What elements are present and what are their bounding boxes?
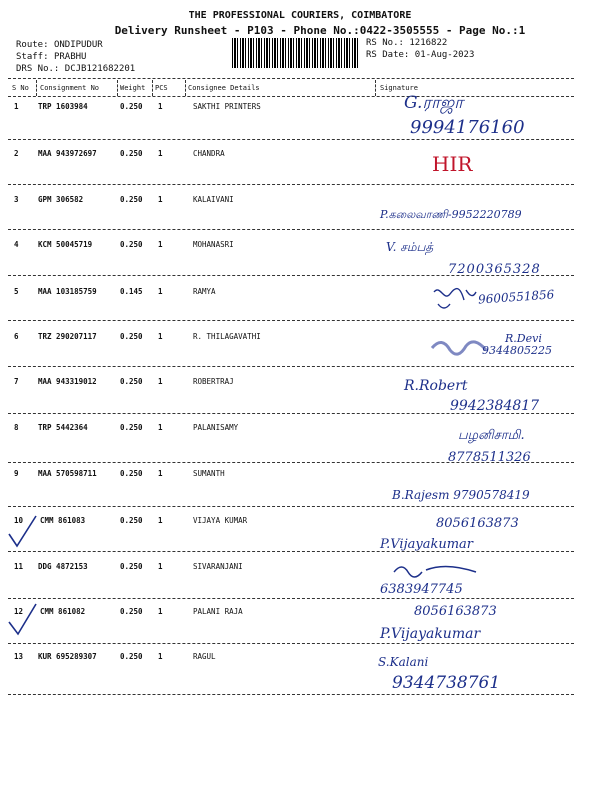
row-weight: 0.250 — [120, 562, 143, 571]
row-divider — [8, 694, 574, 695]
check-mark-icon — [6, 510, 40, 550]
row-sno: 9 — [14, 469, 19, 478]
row-consignee: MOHANASRI — [193, 240, 234, 249]
signature-text: R.Robert — [404, 378, 468, 394]
row-sno: 3 — [14, 195, 19, 204]
row-sno: 11 — [14, 562, 24, 571]
row-sno: 5 — [14, 287, 19, 296]
row-weight: 0.250 — [120, 332, 143, 341]
check-mark-icon — [6, 600, 40, 640]
row-divider — [8, 229, 574, 230]
drs-value: DCJB121682201 — [64, 64, 136, 74]
signature-text: P.கலைவாணி-9952220789 — [380, 208, 522, 221]
signature-phone: 9344805225 — [482, 344, 552, 357]
barcode — [232, 38, 360, 68]
row-consignee: PALANISAMY — [193, 423, 239, 432]
signature-phone: 9942384817 — [450, 398, 540, 414]
row-sno: 1 — [14, 102, 19, 111]
row-divider — [8, 366, 574, 367]
route-label: Route: — [16, 40, 49, 50]
row-weight: 0.250 — [120, 102, 143, 111]
company-title: THE PROFESSIONAL COURIERS, COIMBATORE — [188, 10, 412, 21]
row-divider — [8, 506, 574, 507]
row-consignment: GPM 306582 — [38, 195, 84, 204]
col-header-sno: S No — [12, 84, 29, 92]
row-consignee: VIJAYA KUMAR — [193, 516, 248, 525]
row-weight: 0.250 — [120, 516, 143, 525]
signature-text: P.Vijayakumar — [380, 537, 473, 552]
row-consignment: TRP 1603984 — [38, 102, 88, 111]
row-pcs: 1 — [158, 562, 163, 571]
row-weight: 0.250 — [120, 195, 143, 204]
rs-date-line — [366, 50, 474, 60]
row-pcs: 1 — [158, 652, 163, 661]
row-consignment: KCM 50045719 — [38, 240, 93, 249]
rs-no-label: RS No.: — [366, 38, 404, 48]
route-line — [16, 40, 103, 50]
header-bottom-rule — [8, 96, 574, 97]
signature-phone: 8056163873 — [436, 516, 519, 531]
row-sno: 12 — [14, 607, 24, 616]
row-divider — [8, 413, 574, 414]
col-divider — [185, 80, 186, 96]
row-consignee: CHANDRA — [193, 149, 225, 158]
signature-text: S.Kalani — [378, 655, 429, 669]
row-sno: 6 — [14, 332, 19, 341]
signature-text: P.Vijayakumar — [380, 626, 481, 642]
row-consignment: KUR 695289307 — [38, 652, 97, 661]
col-divider — [375, 80, 376, 96]
row-weight: 0.250 — [120, 149, 143, 158]
rs-date-label: RS Date: — [366, 50, 410, 60]
runsheet-line: Delivery Runsheet - P103 - Phone No.:0422-3505555 - Page No.:1 — [114, 24, 526, 37]
row-consignee: RAGUL — [193, 652, 216, 661]
signature-text: G.ராஜா — [404, 93, 464, 113]
row-pcs: 1 — [158, 469, 163, 478]
row-weight: 0.250 — [120, 377, 143, 386]
row-consignment: CMM 861083 — [40, 516, 86, 525]
row-consignee: PALANI RAJA — [193, 607, 243, 616]
row-weight: 0.250 — [120, 240, 143, 249]
col-header-pcs: PCS — [155, 84, 168, 92]
signature-text: HIR — [432, 152, 473, 176]
row-pcs: 1 — [158, 332, 163, 341]
row-weight: 0.250 — [120, 423, 143, 432]
rs-no-value: 1216822 — [409, 38, 448, 48]
signature-phone: 9994176160 — [410, 117, 525, 138]
row-divider — [8, 598, 574, 599]
row-pcs: 1 — [158, 516, 163, 525]
row-consignment: MAA 570598711 — [38, 469, 97, 478]
row-consignment: MAA 103185759 — [38, 287, 97, 296]
col-header-consignment: Consignment No — [40, 84, 100, 92]
row-consignee: R. THILAGAVATHI — [193, 332, 261, 341]
row-divider — [8, 320, 574, 321]
row-consignment: TRZ 290207117 — [38, 332, 97, 341]
row-sno: 4 — [14, 240, 19, 249]
row-divider — [8, 462, 574, 463]
signature-phone: 9344738761 — [392, 673, 501, 693]
signature-phone: 9600551856 — [477, 287, 555, 307]
scribbled-signature — [430, 334, 490, 360]
rs-date-value: 01-Aug-2023 — [414, 50, 475, 60]
col-header-consignee: Consignee Details — [188, 84, 260, 92]
row-consignment: DDG 4872153 — [38, 562, 88, 571]
row-consignee: SAKTHI PRINTERS — [193, 102, 261, 111]
row-consignee: RAMYA — [193, 287, 216, 296]
col-divider — [117, 80, 118, 96]
route-value: ONDIPUDUR — [53, 40, 103, 50]
row-pcs: 1 — [158, 423, 163, 432]
signature-text: பழனிசாமி. — [458, 428, 525, 443]
row-consignee: SIVARANJANI — [193, 562, 243, 571]
row-consignment: TRP 5442364 — [38, 423, 88, 432]
staff-value: PRABHU — [53, 52, 87, 62]
row-consignee: KALAIVANI — [193, 195, 234, 204]
scribbled-signature — [430, 282, 480, 316]
row-consignment: MAA 943319012 — [38, 377, 97, 386]
col-header-weight: Weight — [120, 84, 146, 92]
signature-text: V. சம்பத் — [386, 240, 434, 254]
signature-text: B.Rajesm 9790578419 — [392, 488, 530, 502]
row-weight: 0.250 — [120, 652, 143, 661]
signature-phone: 7200365328 — [448, 262, 541, 277]
row-sno: 10 — [14, 516, 24, 525]
staff-line — [16, 52, 86, 62]
row-pcs: 1 — [158, 607, 163, 616]
row-consignee: SUMANTH — [193, 469, 225, 478]
row-divider — [8, 643, 574, 644]
row-sno: 13 — [14, 652, 24, 661]
rs-no-line — [366, 38, 447, 48]
signature-phone: 6383947745 — [380, 582, 463, 597]
signature-text: R.Devi — [505, 332, 542, 345]
row-divider — [8, 184, 574, 185]
drs-label: DRS No.: — [16, 64, 60, 74]
row-consignee: ROBERTRAJ — [193, 377, 234, 386]
row-weight: 0.250 — [120, 469, 143, 478]
row-sno: 7 — [14, 377, 19, 386]
signature-phone: 8778511326 — [448, 450, 531, 465]
row-pcs: 1 — [158, 240, 163, 249]
row-consignment: MAA 943972697 — [38, 149, 97, 158]
row-pcs: 1 — [158, 195, 163, 204]
col-divider — [36, 80, 37, 96]
row-weight: 0.250 — [120, 607, 143, 616]
row-divider — [8, 551, 574, 552]
row-consignment: CMM 861082 — [40, 607, 86, 616]
row-pcs: 1 — [158, 149, 163, 158]
drs-line — [16, 64, 135, 74]
staff-label: Staff: — [16, 52, 49, 62]
row-weight: 0.145 — [120, 287, 143, 296]
row-sno: 8 — [14, 423, 19, 432]
scribbled-signature — [392, 560, 482, 582]
row-pcs: 1 — [158, 102, 163, 111]
row-pcs: 1 — [158, 377, 163, 386]
row-sno: 2 — [14, 149, 19, 158]
row-divider — [8, 139, 574, 140]
col-divider — [152, 80, 153, 96]
header-top-rule — [8, 78, 574, 79]
signature-phone: 8056163873 — [414, 604, 497, 619]
row-divider — [8, 275, 574, 276]
col-header-signature: Signature — [380, 84, 418, 92]
row-pcs: 1 — [158, 287, 163, 296]
